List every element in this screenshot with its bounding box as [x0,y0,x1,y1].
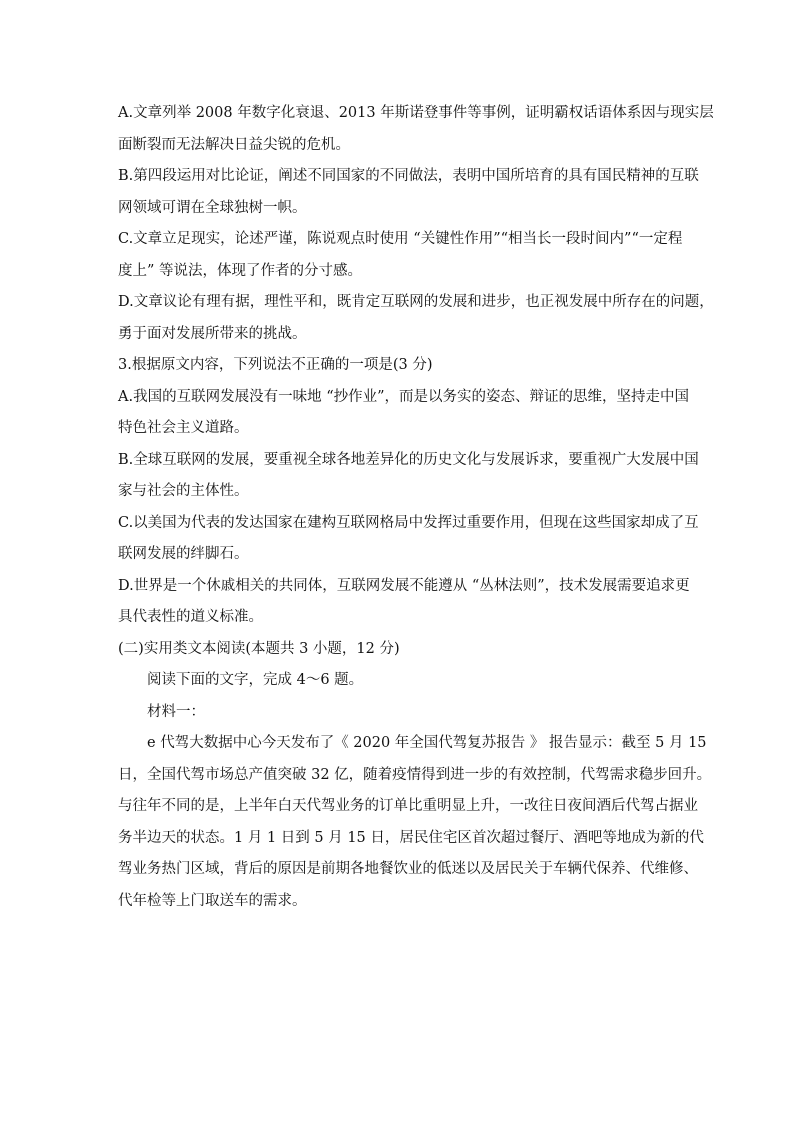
q3-option-b-line-1: B.全球互联网的发展，要重视全球各地差异化的历史文化与发展诉求，要重视广大发展中国 [118,451,699,468]
q3-option-d-line-1: D.世界是一个休戚相关的共同体，互联网发展不能遵从 “丛林法则”，技术发展需要追求更 [118,577,690,594]
q2-option-a-line-1: A.文章列举 2008 年数字化衰退、2013 年斯诺登事件等事例，证明霸权话语体系因与现实层 [118,105,714,121]
q2-option-d-line-1: D.文章议论有理有据，理性平和，既肯定互联网的发展和进步，也正视发展中所存在的问题， [118,294,714,310]
q2-options [118,98,714,350]
q2-option-d [118,287,714,350]
q3-option-a-line-1: A.我国的互联网发展没有一味地 “抄作业”，而是以务实的姿态、辩证的思维，坚持走中国 [118,388,690,405]
section-2 [118,634,712,918]
section-2-heading: (二)实用类文本阅读(本题共 3 小题，12 分) [118,640,400,657]
q2-option-c [118,224,683,287]
question-3 [118,350,699,634]
material-line-6: 代年检等上门取送车的需求。 [118,892,307,909]
material-line-5: 驾业务热门区域，背后的原因是前期各地餐饮业的低迷以及居民关于车辆代保养、代维修、 [118,861,698,877]
material-paragraph [118,728,712,917]
q3-option-a-line-2: 特色社会主义道路。 [118,420,249,436]
q2-option-c-line-2: 度上” 等说法，体现了作者的分寸感。 [118,262,363,279]
q2-option-b [118,161,699,224]
q3-option-d-line-2: 具代表性的道义标准。 [118,609,263,625]
q3-option-a [118,382,690,445]
question-3-stem: 3.根据原文内容，下列说法不正确的一项是(3 分) [118,357,433,373]
q3-option-c-line-2: 联网发展的绊脚石。 [118,546,249,562]
q2-option-b-line-2: 网领域可谓在全球独树一帜。 [118,199,307,216]
q3-option-b [118,445,699,508]
section-2-instruction: 阅读下面的文字，完成 4～6 题。 [147,672,364,688]
material-label: 材料一： [147,703,205,720]
q2-option-b-line-1: B.第四段运用对比论证，阐述不同国家的不同做法，表明中国所培育的具有国民精神的互联 [118,168,699,184]
material-line-4: 务半边天的状态。1 月 1 日到 5 月 15 日，居民住宅区首次超过餐厅、酒吧等地成为新的代 [118,829,704,846]
q3-option-d [118,571,690,634]
material-line-3: 与往年不同的是，上半年白天代驾业务的订单比重明显上升，一改往日夜间酒后代驾占据业 [118,798,698,814]
exam-page [118,98,714,917]
q2-option-a-line-2: 面断裂而无法解决日益尖锐的危机。 [118,136,350,153]
q2-option-a [118,98,714,161]
material-line-2: 日，全国代驾市场总产值突破 32 亿，随着疫情得到进一步的有效控制，代驾需求稳步回升。 [118,766,712,783]
q2-option-d-line-2: 勇于面对发展所带来的挑战。 [118,325,307,342]
q3-option-c-line-1: C.以美国为代表的发达国家在建构互联网格局中发挥过重要作用，但现在这些国家却成了互 [118,514,699,531]
q3-option-b-line-2: 家与社会的主体性。 [118,483,249,499]
material-line-1: e 代驾大数据中心今天发布了《 2020 年全国代驾复苏报告 》 报告显示：截至 5 月 15 [147,735,707,751]
q2-option-c-line-1: C.文章立足现实，论述严谨，陈说观点时使用 “关键性作用”“相当长一段时间内”“一定程 [118,231,683,247]
q3-option-c [118,508,699,571]
